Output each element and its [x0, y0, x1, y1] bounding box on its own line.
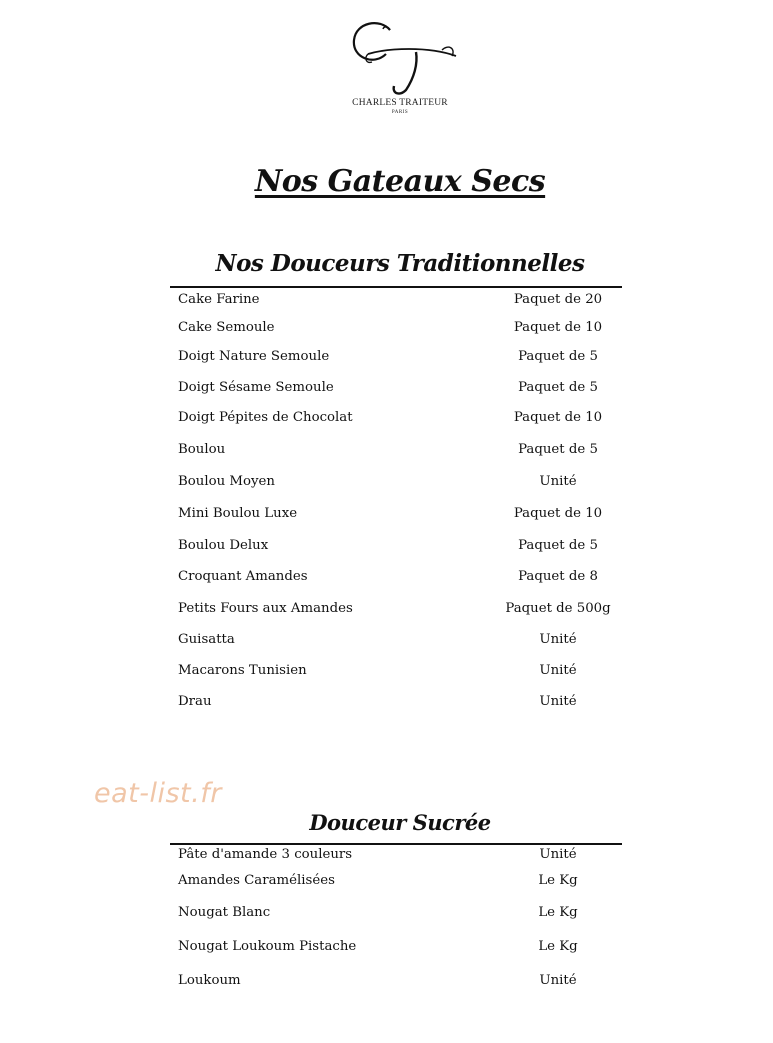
item-quantity: Unité — [539, 694, 577, 709]
page-title: Nos Gateaux Secs — [254, 164, 546, 199]
item-quantity: Paquet de 8 — [518, 569, 598, 584]
item-name: Doigt Pépites de Chocolat — [178, 410, 353, 425]
list-item — [178, 973, 622, 993]
item-name: Boulou — [178, 442, 226, 457]
monogram-icon — [338, 14, 462, 98]
item-quantity: Paquet de 5 — [518, 442, 598, 457]
item-quantity: Unité — [539, 474, 577, 489]
item-quantity: Unité — [539, 663, 577, 678]
item-name: Nougat Blanc — [178, 905, 271, 920]
item-name: Petits Fours aux Amandes — [178, 601, 353, 616]
item-name: Drau — [178, 694, 212, 709]
list-item — [178, 474, 622, 494]
item-quantity: Paquet de 5 — [518, 538, 598, 553]
item-name: Doigt Sésame Semoule — [178, 380, 334, 395]
list-item — [178, 601, 622, 621]
item-quantity: Paquet de 20 — [513, 292, 603, 307]
brand-logo — [338, 14, 462, 118]
list-item — [178, 380, 622, 400]
section-title: Nos Douceurs Traditionnelles — [215, 250, 585, 277]
item-name: Nougat Loukoum Pistache — [178, 939, 357, 954]
item-name: Loukoum — [178, 973, 241, 988]
section-divider — [170, 286, 622, 288]
section-title: Douceur Sucrée — [309, 810, 491, 835]
brand-name: CHARLES TRAITEUR — [352, 98, 448, 108]
section-divider — [170, 843, 622, 845]
item-quantity: Paquet de 10 — [513, 506, 603, 521]
list-item — [178, 632, 622, 652]
item-name: Boulou Delux — [178, 538, 269, 553]
list-item — [178, 873, 622, 893]
list-item — [178, 320, 622, 340]
item-quantity: Unité — [539, 632, 577, 647]
item-name: Cake Semoule — [178, 320, 275, 335]
list-item — [178, 694, 622, 714]
item-name: Doigt Nature Semoule — [178, 349, 330, 364]
list-item — [178, 349, 622, 369]
item-quantity: Paquet de 5 — [518, 349, 598, 364]
watermark: eat-list.fr — [94, 778, 222, 809]
list-item — [178, 663, 622, 683]
item-name: Boulou Moyen — [178, 474, 275, 489]
list-item — [178, 939, 622, 959]
item-quantity: Unité — [539, 973, 577, 988]
list-item — [178, 410, 622, 430]
item-quantity: Le Kg — [538, 873, 578, 888]
item-name: Amandes Caramélisées — [178, 873, 335, 888]
list-item — [178, 292, 622, 312]
item-name: Macarons Tunisien — [178, 663, 307, 678]
list-item — [178, 538, 622, 558]
item-quantity: Unité — [539, 847, 577, 862]
brand-city: PARIS — [391, 110, 409, 115]
list-item — [178, 442, 622, 462]
item-quantity: Paquet de 5 — [518, 380, 598, 395]
item-quantity: Paquet de 10 — [513, 320, 603, 335]
list-item — [178, 905, 622, 925]
item-name: Guisatta — [178, 632, 235, 647]
item-name: Pâte d'amande 3 couleurs — [178, 847, 353, 862]
item-name: Cake Farine — [178, 292, 260, 307]
item-quantity: Paquet de 500g — [505, 601, 611, 616]
list-item — [178, 569, 622, 589]
list-item — [178, 506, 622, 526]
item-name: Mini Boulou Luxe — [178, 506, 298, 521]
list-item — [178, 847, 622, 867]
item-name: Croquant Amandes — [178, 569, 308, 584]
item-quantity: Le Kg — [538, 939, 578, 954]
item-quantity: Le Kg — [538, 905, 578, 920]
item-quantity: Paquet de 10 — [513, 410, 603, 425]
